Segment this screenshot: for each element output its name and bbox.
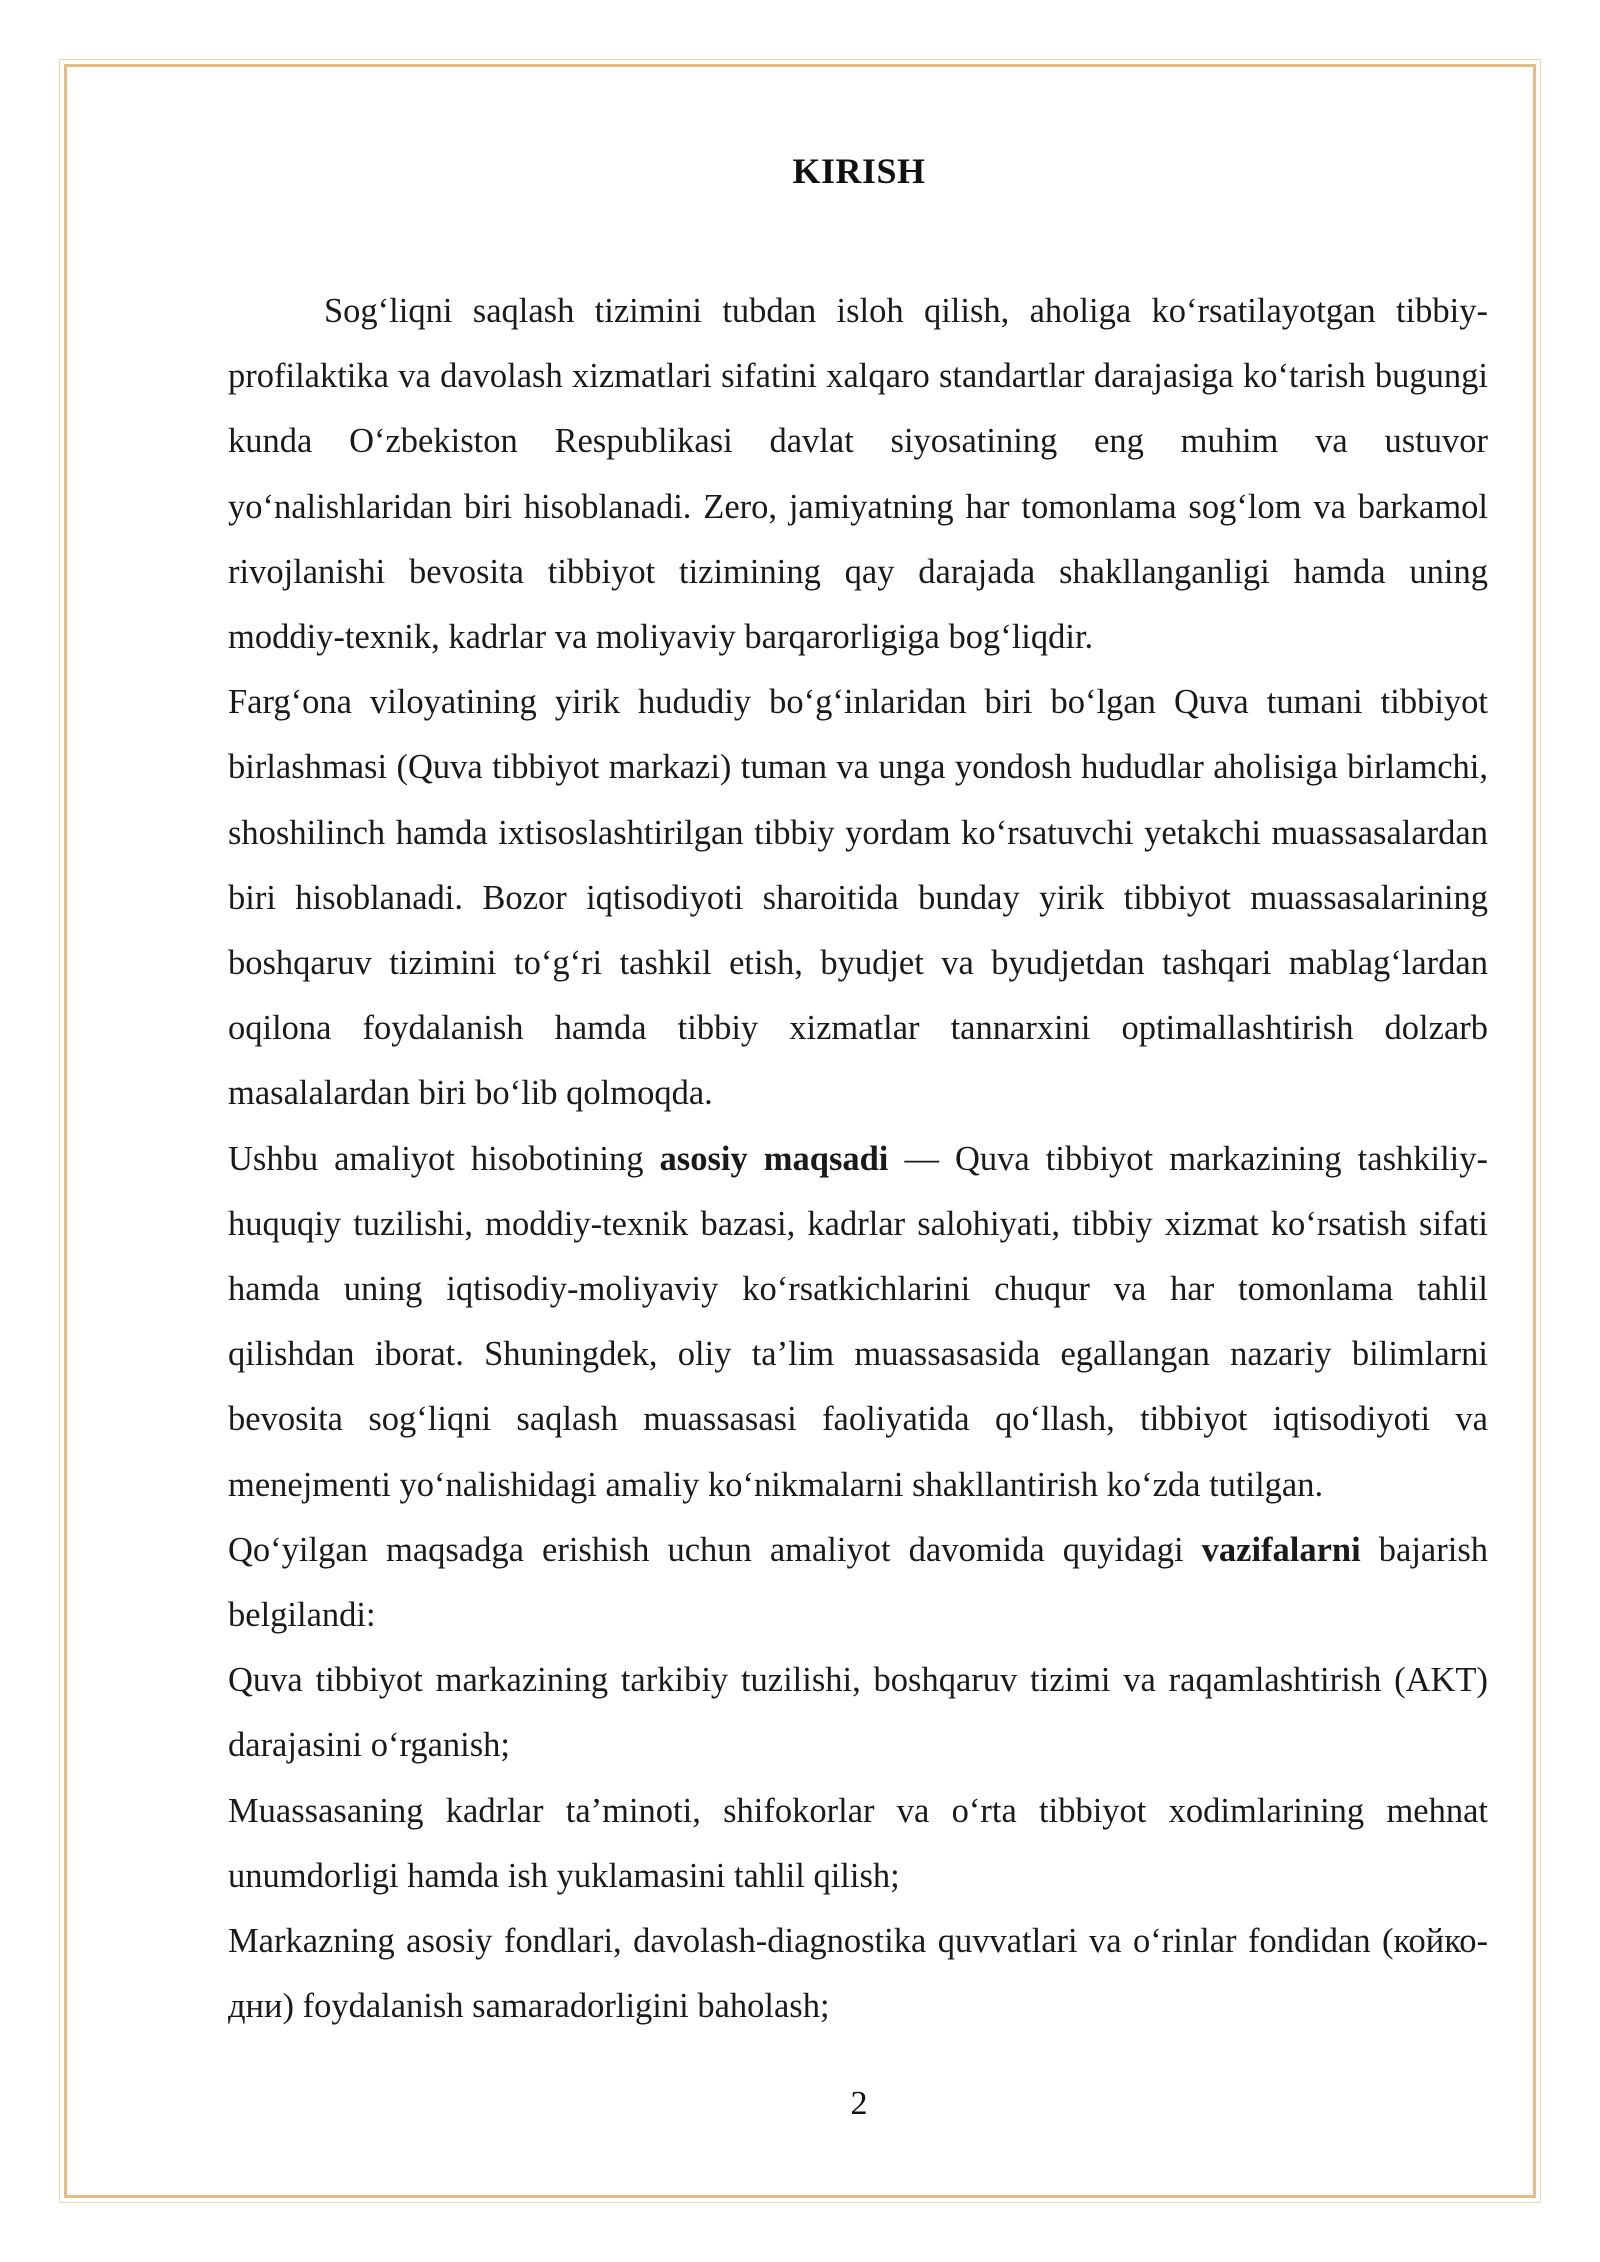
task-item-structure: Quva tibbiyot markazining tarkibiy tuzilishi, boshqaruv tizimi va raqamlashtirish (AKT) darajasini o‘rganish; xyxy=(228,1661,1488,1765)
tasks-emphasis: vazifalarni xyxy=(1201,1530,1361,1569)
task-item-staffing: Muassasaning kadrlar ta’minoti, shifokorlar va o‘rta tibbiyot xodimlarining mehnat unumdorligi hamda ish yuklamasini tahlil qilish; xyxy=(228,1791,1488,1895)
page-number: 2 xyxy=(850,2085,868,2122)
section-title: KIRISH xyxy=(792,151,926,191)
paragraph-intro: Sog‘liqni saqlash tizimini tubdan isloh qilish, aholiga ko‘rsatilayotgan tibbiy-profilaktika va davolash xizmatlari sifatini xalqaro standartlar darajasiga ko‘tarish bugungi kunda O‘zbekiston Respublikasi davlat siyosatining eng muhim va ustuvor yo‘nalishlaridan biri hisoblanadi. Zero, jamiyatning har tomonlama sog‘lom va barkamol rivojlanishi bevosita tibbiyot tizimining qay darajada shakllanganligi hamda uning moddiy-texnik, kadrlar va moliyaviy barqarorligiga bog‘liqdir. xyxy=(228,292,1488,657)
paragraph-tasks-intro xyxy=(228,1518,1488,1648)
paragraph-tasks-rest: bajarish belgilandi: xyxy=(228,1530,1488,1635)
paragraph-goal xyxy=(228,1127,1488,1518)
body-text xyxy=(228,279,1488,2039)
task-item-assets: Markazning asosiy fondlari, davolash-diagnostika quvvatlari va o‘rinlar fondidan (койко-дни) foydalanish samaradorligini baholash; xyxy=(228,1922,1488,2026)
goal-emphasis: asosiy maqsadi xyxy=(659,1139,889,1178)
paragraph-goal-rest: — Quva tibbiyot markazining tashkiliy-huquqiy tuzilishi, moddiy-texnik bazasi, kadrlar salohiyati, tibbiy xizmat ko‘rsatish sifati hamda uning iqtisodiy-moliyaviy ko‘rsatkichlarini chuqur va har tomonlama tahlil qilishdan iborat. Shuningdek, oliy ta’lim muassasasida egallangan nazariy bilimlarni bevosita sog‘liqni saqlash muassasasi faoliyatida qo‘llash, tibbiyot iqtisodiyoti va menejmenti yo‘nalishidagi amaliy ko‘nikmalarni shakllantirish ko‘zda tutilgan. xyxy=(228,1139,1489,1504)
paragraph-goal-lead: Ushbu amaliyot hisobotining xyxy=(228,1139,660,1178)
paragraph-tasks-lead: Qo‘yilgan maqsadga erishish uchun amaliyot davomida quyidagi xyxy=(228,1530,1202,1569)
paragraph-quva-center: Farg‘ona viloyatining yirik hududiy bo‘g‘inlaridan biri bo‘lgan Quva tumani tibbiyot birlashmasi (Quva tibbiyot markazi) tuman va unga yondosh hududlar aholisiga birlamchi, shoshilinch hamda ixtisoslashtirilgan tibbiy yordam ko‘rsatuvchi yetakchi muassasalardan biri hisoblanadi. Bozor iqtisodiyoti sharoitida bunday yirik tibbiyot muassasalarining boshqaruv tizimini to‘g‘ri tashkil etish, byudjet va byudjetdan tashqari mablag‘lardan oqilona foydalanish hamda tibbiy xizmatlar tannarxini optimallashtirish dolzarb masalalardan biri bo‘lib qolmoqda. xyxy=(228,683,1488,1113)
